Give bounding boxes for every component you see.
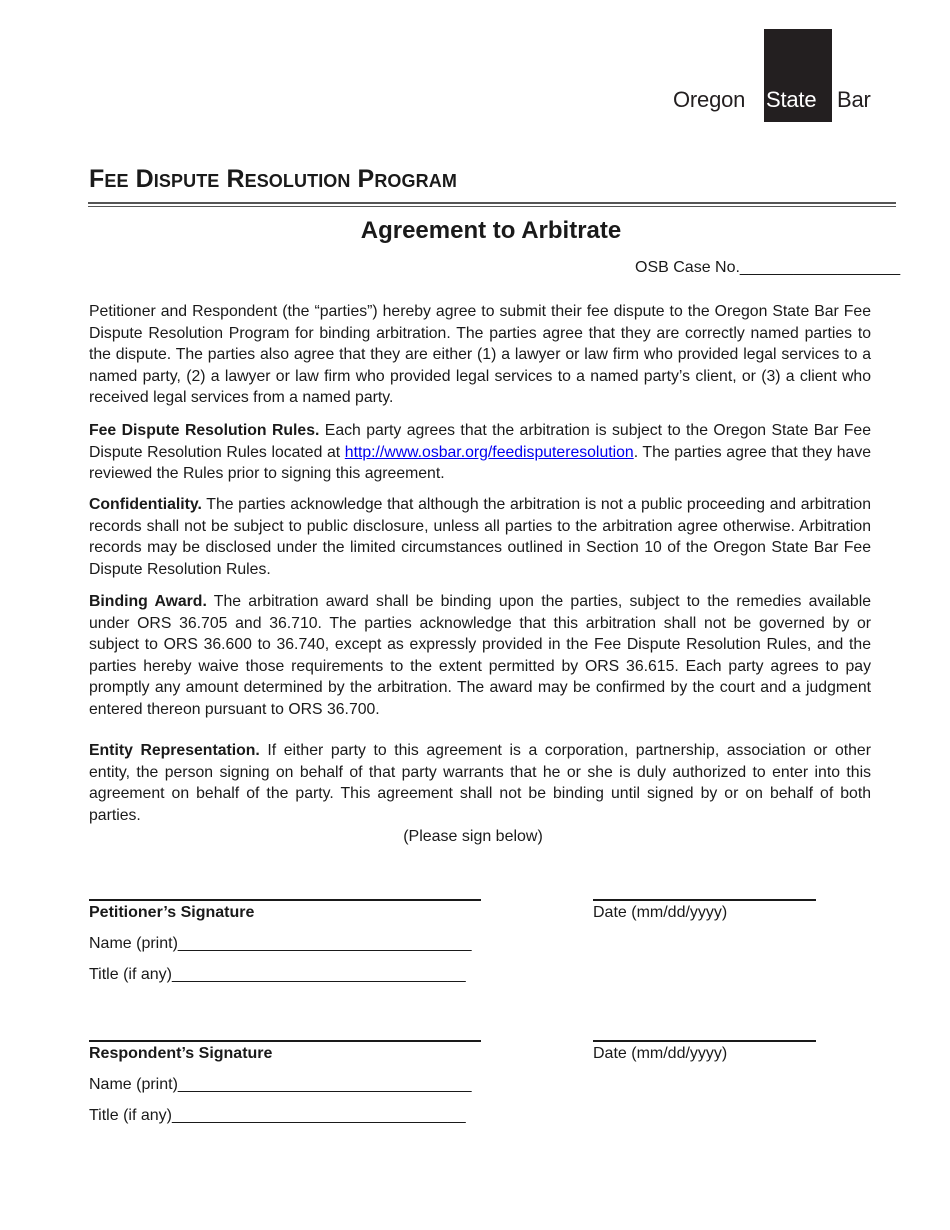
binding-award-paragraph	[89, 591, 871, 721]
petitioner-date-label: Date (mm/dd/yyyy)	[593, 904, 728, 921]
logo-word-state: State	[766, 87, 817, 112]
respondent-signature-label: Respondent’s Signature	[89, 1045, 273, 1062]
petitioner-signature-line[interactable]	[89, 899, 481, 901]
respondent-title-field[interactable]: Title (if any)_________________________________	[89, 1107, 466, 1124]
respondent-name-field[interactable]: Name (print)_________________________________	[89, 1076, 472, 1093]
rules-text-before: Each party agrees that the arbitration is subject to the Oregon State Bar Fee Dispute Resolution Rules located at	[89, 422, 871, 461]
confidentiality-paragraph	[89, 494, 871, 580]
logo-word-bar: Bar	[837, 87, 871, 112]
respondent-signature-line[interactable]	[89, 1040, 481, 1042]
petitioner-title-field[interactable]: Title (if any)_________________________________	[89, 966, 466, 983]
sign-below-note: (Please sign below)	[403, 828, 543, 845]
binding-award-text: The arbitration award shall be binding upon the parties, subject to the remedies available under ORS 36.705 and 36.710. The parties acknowledge that this arbitration shall not be governed by or subject to ORS 36.600 to 36.740, except as expressly provided in the Fee Dispute Resolution Rules, and the parties hereby waive those requirements to the extent permitted by ORS 36.615. Each party agrees to pay promptly any amount determined by the arbitration. The award may be confirmed by the court and a judgment entered thereon pursuant to ORS 36.700.	[89, 593, 872, 718]
entity-representation-text: If either party to this agreement is a corporation, partnership, association or other entity, the person signing on behalf of that party warrants that he or she is duly authorized to enter into this agreement on behalf of the party. This agreement shall not be binding until signed by or on behalf of both parties.	[89, 742, 871, 824]
respondent-date-label: Date (mm/dd/yyyy)	[593, 1045, 728, 1062]
intro-paragraph: Petitioner and Respondent (the “parties”) hereby agree to submit their fee dispute to the Oregon State Bar Fee Dispute Resolution Program for binding arbitration. The parties agree that they are correctly named parties to the dispute. The parties also agree that they are either (1) a lawyer or law firm who provided legal services to a named party, (2) a lawyer or law firm who provided legal services to a named party’s client, or (3) a client who received legal services from a named party.	[89, 303, 871, 407]
case-number-field: OSB Case No.__________________	[635, 259, 901, 276]
entity-representation-heading: Entity Representation.	[89, 742, 260, 759]
oregon-state-bar-logo	[673, 29, 883, 122]
binding-award-heading: Binding Award.	[89, 593, 207, 610]
header-rule-thick	[88, 202, 896, 204]
header-rule-thin	[88, 206, 896, 207]
petitioner-signature-label: Petitioner’s Signature	[89, 904, 255, 921]
rules-heading: Fee Dispute Resolution Rules.	[89, 422, 320, 439]
petitioner-name-field[interactable]: Name (print)_________________________________	[89, 935, 472, 952]
document-title: Agreement to Arbitrate	[360, 217, 622, 244]
rules-text-after: . The parties agree that they have reviewed the Rules prior to signing this agreement.	[89, 443, 872, 483]
logo-word-oregon: Oregon	[673, 87, 746, 112]
petitioner-date-line[interactable]	[593, 899, 816, 901]
program-title: Fee Dispute Resolution Program	[89, 165, 457, 193]
rules-paragraph	[89, 420, 871, 485]
rules-link[interactable]: http://www.osbar.org/feedisputeresolution	[344, 443, 634, 461]
entity-representation-paragraph	[89, 740, 871, 826]
respondent-date-line[interactable]	[593, 1040, 816, 1042]
confidentiality-text: The parties acknowledge that although the arbitration is not a public proceeding and arbitration records shall not be subject to public disclosure, unless all parties to the arbitration agree otherwise. Arbitration records may be disclosed under the limited circumstances outlined in Section 10 of the Oregon State Bar Fee Dispute Resolution Rules.	[89, 496, 871, 578]
confidentiality-heading: Confidentiality.	[89, 496, 202, 513]
